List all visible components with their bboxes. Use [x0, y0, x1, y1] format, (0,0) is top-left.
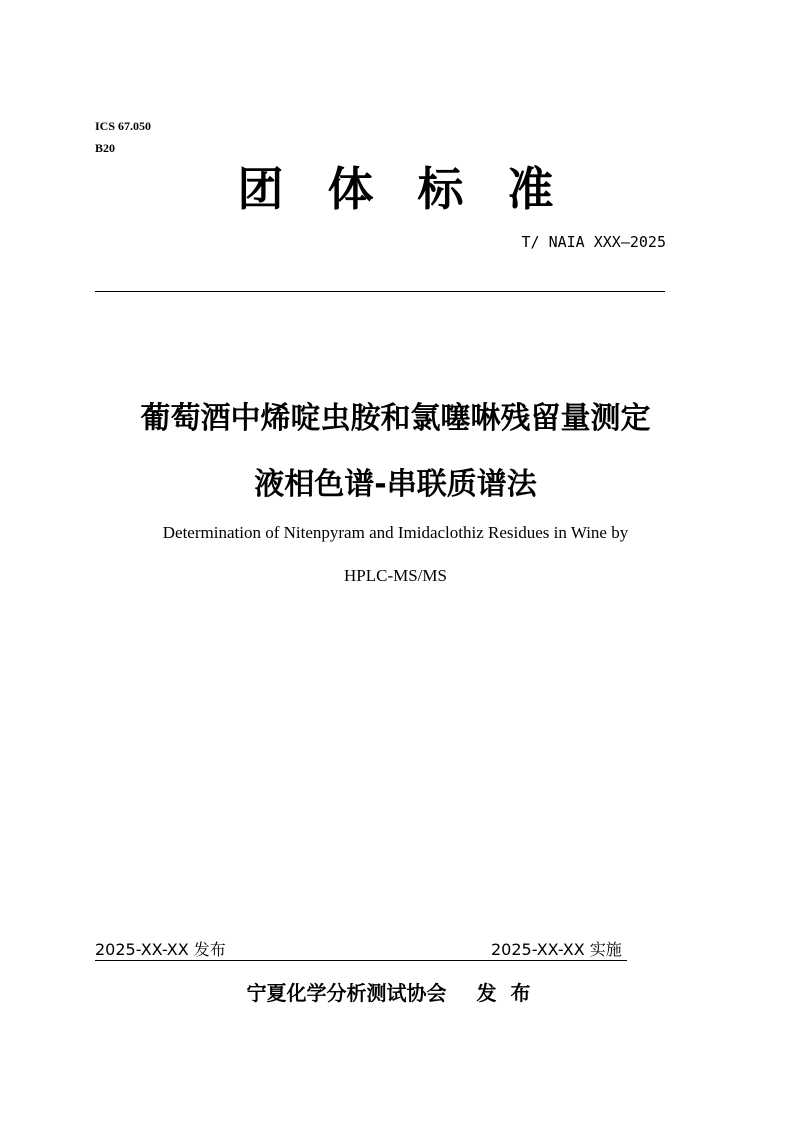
publisher-org: 宁夏化学分析测试协会: [246, 981, 447, 1005]
publisher-action: 发布: [476, 981, 545, 1005]
ccs-code: B20: [95, 141, 116, 155]
document-type-title: 团体标准: [237, 162, 598, 216]
title-english-line2: HPLC-MS/MS: [344, 566, 447, 585]
ics-code: ICS 67.050: [95, 119, 152, 133]
title-chinese-line2: 液相色谱-串联质谱法: [254, 467, 537, 502]
header-divider: [95, 291, 665, 292]
implement-date: 2025-XX-XX 实施: [491, 940, 622, 959]
title-english-line1: Determination of Nitenpyram and Imidaclothiz Residues in Wine by: [162, 523, 629, 542]
footer-divider: [95, 960, 627, 961]
standard-number: T/ NAIA XXX—2025: [521, 233, 666, 251]
publish-date: 2025-XX-XX 发布: [95, 940, 226, 959]
publisher-line: [0, 980, 791, 1006]
title-chinese-line1: 葡萄酒中烯啶虫胺和氯噻啉残留量测定: [140, 401, 651, 436]
